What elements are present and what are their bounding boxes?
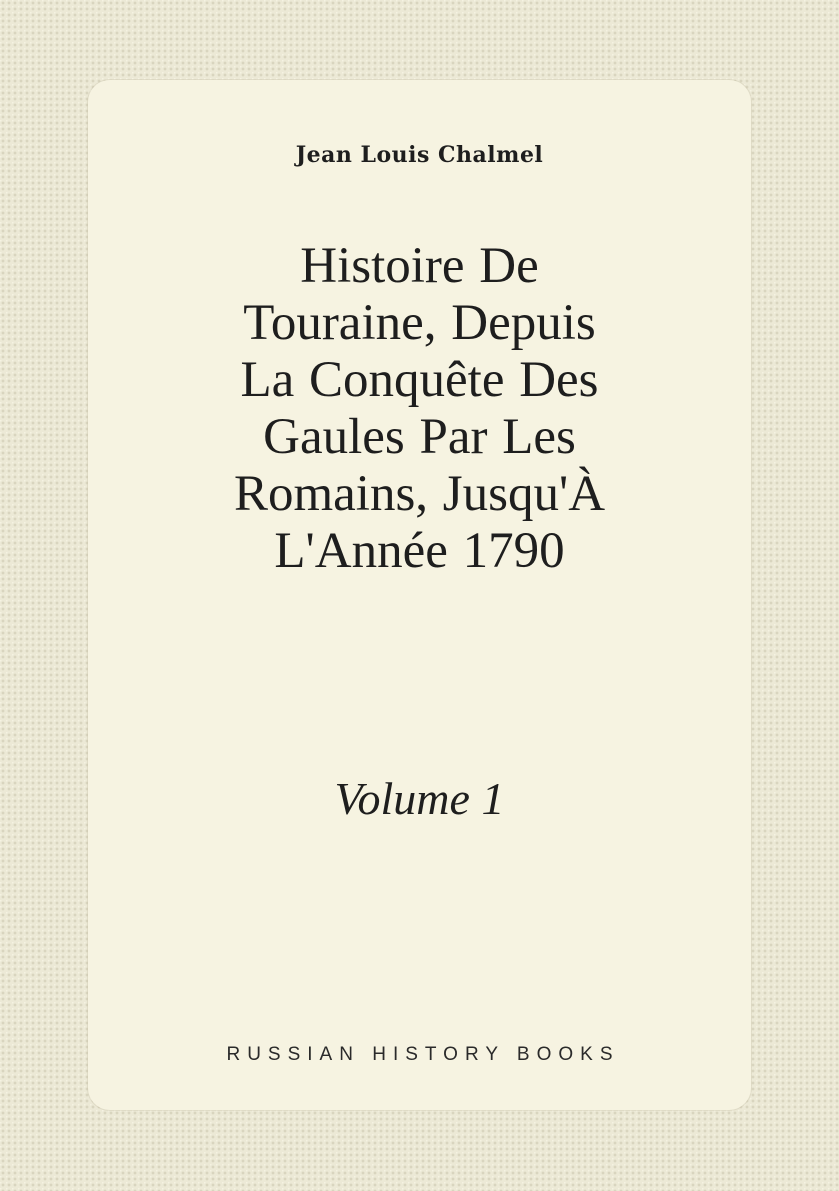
author-name: Jean Louis Chalmel	[295, 142, 544, 168]
cover-panel	[88, 80, 751, 1110]
title-line: L'Année 1790	[274, 523, 565, 579]
title-line: Histoire De	[300, 238, 539, 294]
title-line: Gaules Par Les	[263, 409, 576, 465]
title-line: La Conquête Des	[240, 352, 599, 408]
title-line: Romains, Jusqu'À	[233, 466, 606, 522]
title-line: Touraine, Depuis	[243, 295, 596, 351]
publisher-name: RUSSIAN HISTORY BOOKS	[226, 1044, 620, 1065]
volume-label: Volume 1	[334, 773, 505, 824]
book-title	[150, 238, 689, 580]
